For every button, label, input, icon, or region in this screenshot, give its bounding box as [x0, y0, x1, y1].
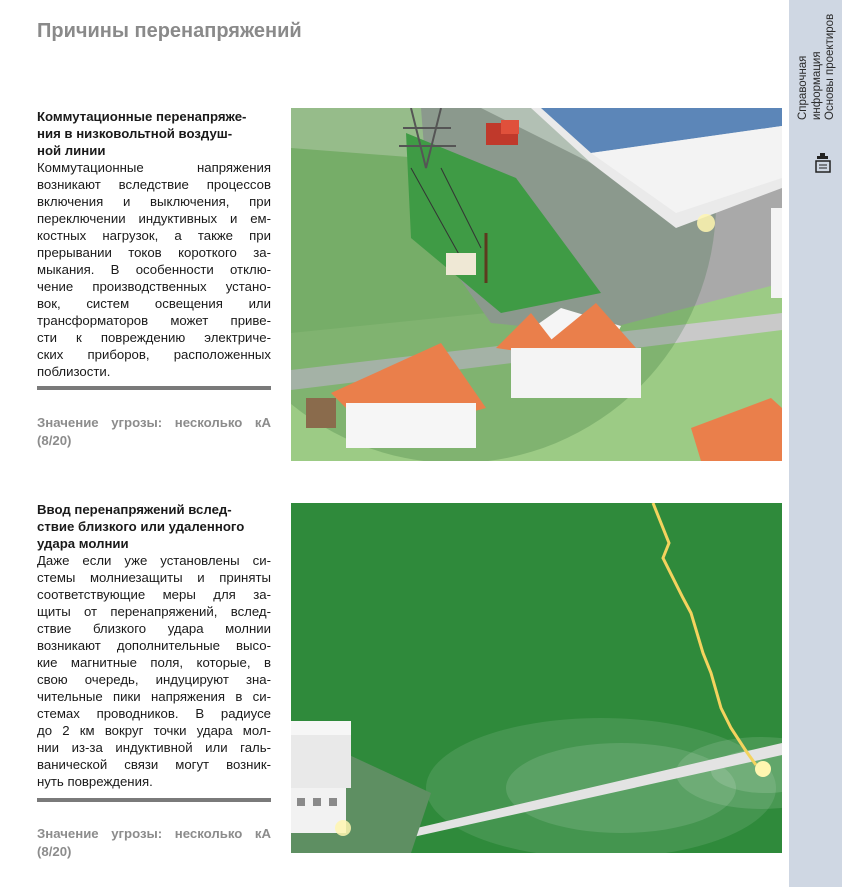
body-line: чительные пики напряжения в си-	[37, 689, 271, 704]
body-line: Коммутационные напряжения	[37, 160, 271, 175]
book-icon	[814, 152, 832, 174]
body-line: сти к повреждению электриче-	[37, 330, 271, 345]
body-line: включения и выключения, при	[37, 194, 271, 209]
heading-line: ния в низковольтной воздуш-	[37, 126, 233, 141]
body-line: возникают дополнительные высо-	[37, 638, 271, 653]
body-line: соответствующие меры для за-	[37, 587, 271, 602]
section-lightning-overvoltage	[37, 501, 271, 790]
heading-line: ной линии	[37, 143, 106, 158]
body-line: стемы молниезащиты и приняты	[37, 570, 271, 585]
threat-value: Значение угрозы: несколько кА (8/20)	[37, 415, 271, 448]
body-line: нии из-за индуктивной или галь-	[37, 740, 271, 755]
body-line: до 2 км вокруг точки удара мол-	[37, 723, 271, 738]
section-heading	[37, 501, 271, 552]
section-divider	[37, 386, 271, 390]
scene-drawing	[291, 108, 782, 461]
sidebar	[789, 0, 842, 887]
section-body	[37, 159, 271, 380]
body-line: костных нагрузок, а также при	[37, 228, 271, 243]
body-line: ствие близкого удара молнии	[37, 621, 271, 636]
body-line: свою очередь, индуцируют зна-	[37, 672, 271, 687]
sidebar-label: Справочная	[797, 55, 809, 120]
section-switching-overvoltage	[37, 108, 271, 380]
body-line: мыкания. В особенности отклю-	[37, 262, 271, 277]
section-divider	[37, 798, 271, 802]
body-line: щиты от перенапряжений, вслед-	[37, 604, 271, 619]
body-line: вок, систем освещения или	[37, 296, 271, 311]
heading-line: Ввод перенапряжений вслед-	[37, 502, 232, 517]
heading-line: Коммутационные перенапряже-	[37, 109, 247, 124]
illustration-lightning-scene	[291, 503, 782, 853]
body-line: переключении индуктивных и ем-	[37, 211, 271, 226]
scene-drawing	[291, 503, 782, 853]
sidebar-labels	[797, 14, 838, 120]
body-line: кие магнитные поля, которые, в	[37, 655, 271, 670]
body-line: нуть повреждения.	[37, 774, 153, 789]
body-line: трансформаторов может приве-	[37, 313, 271, 328]
body-line: ванической связи могут возник-	[37, 757, 271, 772]
section-heading	[37, 108, 271, 159]
body-line: поблизости.	[37, 364, 111, 379]
body-line: возникают вследствие процессов	[37, 177, 271, 192]
sidebar-label: Основы проектиров	[824, 13, 836, 120]
threat-value: Значение угрозы: несколько кА (8/20)	[37, 826, 271, 859]
heading-line: удара молнии	[37, 536, 129, 551]
illustration-switching-scene	[291, 108, 782, 461]
sidebar-label: информация	[810, 51, 823, 120]
body-line: чение производственных устано-	[37, 279, 271, 294]
section-body	[37, 552, 271, 790]
heading-line: ствие близкого или удаленного	[37, 519, 245, 534]
body-line: Даже если уже установлены си-	[37, 553, 271, 568]
body-line: прерывании токов короткого за-	[37, 245, 271, 260]
page-title: Причины перенапряжений	[37, 20, 302, 42]
body-line: ских приборов, расположенных	[37, 347, 271, 362]
body-line: стемах проводников. В радиусе	[37, 706, 271, 721]
